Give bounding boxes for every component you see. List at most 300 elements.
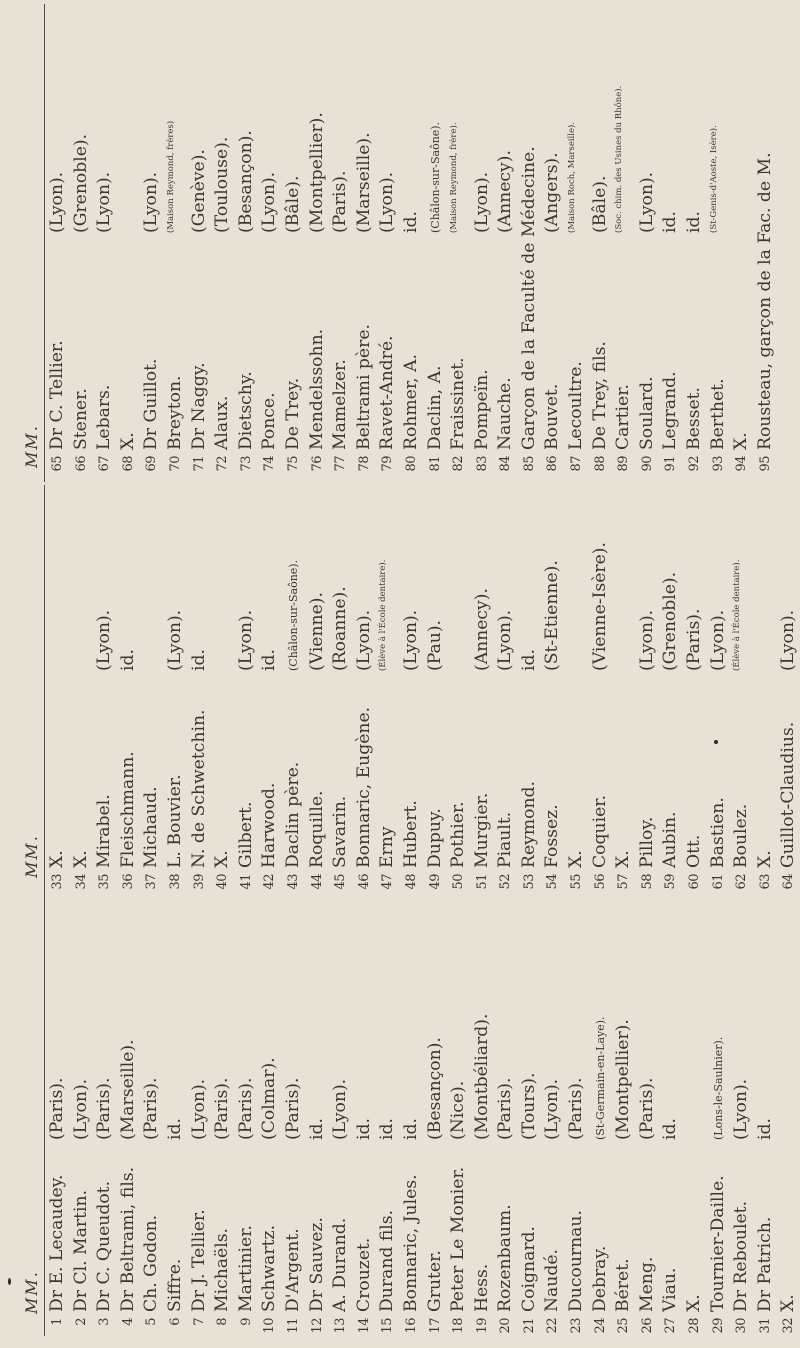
member-name: Murgier. — [471, 792, 492, 868]
member-city: id. — [400, 211, 421, 233]
list-item — [424, 486, 448, 896]
member-name: Hubert. — [400, 800, 421, 868]
list-item — [494, 900, 518, 1340]
member-city: (Annecy). — [495, 150, 516, 233]
entry-number: 76 — [309, 456, 325, 472]
list-item — [589, 486, 613, 896]
list-item — [754, 8, 778, 478]
list-item — [400, 900, 424, 1340]
member-city: id. — [660, 1118, 681, 1140]
member-city: (Paris). — [282, 1077, 303, 1140]
member-city: (Lyon). — [377, 171, 398, 233]
entry-number: 62 — [734, 874, 750, 890]
list-item — [447, 900, 471, 1340]
member-name: Tournier-Daille. — [707, 1175, 728, 1312]
member-city: id. — [400, 1118, 421, 1140]
member-name: X. — [684, 1294, 705, 1312]
entry-number: 39 — [191, 874, 207, 890]
member-name: Dr Sauvez. — [306, 1217, 327, 1312]
entry-number: 84 — [498, 456, 514, 472]
member-city: id. — [306, 1118, 327, 1140]
list-item — [494, 8, 518, 478]
member-name: Mendelssohn. — [306, 328, 327, 450]
entry-number: 34 — [73, 874, 89, 890]
entry-number: 29 — [710, 1318, 726, 1334]
entry-number: 66 — [73, 456, 89, 472]
member-name: Besset. — [684, 387, 705, 450]
list-item — [235, 486, 259, 896]
member-city: (St-Germain-en-Laye). — [593, 1016, 607, 1140]
member-name: D'Argent. — [282, 1228, 303, 1312]
member-name: Dietschy. — [235, 371, 256, 450]
entry-number: 83 — [474, 456, 490, 472]
entry-number: 74 — [262, 456, 278, 472]
member-name: X. — [731, 432, 752, 450]
member-name: Pilloy. — [636, 816, 657, 868]
entry-number: 46 — [356, 874, 372, 890]
list-item — [329, 486, 353, 896]
member-city: id. — [754, 1118, 775, 1140]
entry-number: 90 — [639, 456, 655, 472]
member-name: Crouzet. — [353, 1237, 374, 1312]
member-name: Boulez. — [731, 803, 752, 868]
entry-number: 22 — [545, 1318, 561, 1334]
member-name: X. — [754, 850, 775, 868]
member-city: (Lyon). — [94, 171, 115, 233]
member-name: Schwartz. — [259, 1224, 280, 1312]
member-city: (Roanne). — [330, 586, 351, 671]
member-name: Roquille. — [306, 790, 327, 868]
entry-number: 15 — [380, 1318, 396, 1334]
entry-number: 94 — [734, 456, 750, 472]
entry-number: 25 — [616, 1318, 632, 1334]
member-name: Fleischmann. — [117, 751, 138, 868]
member-name: Mirabel. — [94, 794, 115, 868]
list-item — [777, 900, 800, 1340]
list-item — [471, 486, 495, 896]
member-name: Dr J. Tellier. — [188, 1209, 209, 1312]
member-city: (Angers). — [542, 152, 563, 233]
member-name: Béret. — [613, 1258, 634, 1312]
entry-number: 59 — [663, 874, 679, 890]
list-item — [188, 486, 212, 896]
member-name: Beltrami père. — [353, 324, 374, 450]
list-item — [46, 486, 70, 896]
list-item — [424, 900, 448, 1340]
list-item — [306, 486, 330, 896]
entry-number: 95 — [757, 456, 773, 472]
member-city: (Paris). — [566, 1077, 587, 1140]
name-column — [0, 8, 777, 478]
list-item — [730, 486, 754, 896]
member-city: (Marseille). — [117, 1039, 138, 1140]
list-item — [541, 486, 565, 896]
member-name: Dr Naggy. — [188, 362, 209, 450]
list-item — [565, 8, 589, 478]
entry-number: 13 — [333, 1318, 349, 1334]
entry-number: 21 — [521, 1318, 537, 1334]
entry-number: 73 — [238, 456, 254, 472]
entry-number: 12 — [309, 1318, 325, 1334]
list-item — [188, 900, 212, 1340]
member-name: Martinier. — [235, 1225, 256, 1312]
member-name: Bonnaric, Jules. — [400, 1174, 421, 1312]
list-item — [353, 486, 377, 896]
list-item — [494, 486, 518, 896]
member-name: Pothier. — [448, 801, 469, 868]
member-city: (Besançon). — [235, 130, 256, 233]
list-item — [117, 486, 141, 896]
ink-speck — [8, 1278, 11, 1285]
member-city: (Montpellier). — [613, 1019, 634, 1140]
member-city: (Pau). — [424, 620, 445, 671]
list-item — [376, 900, 400, 1340]
member-name: Rozenbaum. — [495, 1204, 516, 1312]
entry-number: 40 — [215, 874, 231, 890]
list-item — [353, 900, 377, 1340]
list-item — [164, 8, 188, 478]
entry-number: 28 — [687, 1318, 703, 1334]
member-name: X. — [778, 1294, 799, 1312]
list-item — [683, 486, 707, 896]
entry-number: 86 — [545, 456, 561, 472]
member-city: (Nice). — [448, 1080, 469, 1140]
member-name: X. — [613, 850, 634, 868]
list-item — [424, 8, 448, 478]
entry-number: 47 — [380, 874, 396, 890]
member-name: Piault. — [495, 811, 516, 868]
entry-number: 55 — [569, 874, 585, 890]
member-city: (Paris). — [684, 608, 705, 671]
entry-number: 20 — [498, 1318, 514, 1334]
entry-number: 80 — [403, 456, 419, 472]
member-city: id. — [117, 649, 138, 671]
list-item — [258, 486, 282, 896]
member-name: Daclin, A. — [424, 365, 445, 450]
member-name: Ravet-André. — [377, 335, 398, 450]
list-item — [235, 8, 259, 478]
list-item — [282, 900, 306, 1340]
list-item — [636, 486, 660, 896]
list-item — [258, 8, 282, 478]
entry-number: 5 — [144, 1318, 160, 1326]
member-name: Gruter. — [424, 1250, 445, 1312]
entry-number: 64 — [781, 874, 797, 890]
list-item — [329, 8, 353, 478]
member-city: (Vienne-Isère). — [589, 542, 610, 671]
member-name: Fossez. — [542, 804, 563, 868]
member-name: Soulard. — [636, 376, 657, 450]
entry-number: 41 — [238, 874, 254, 890]
entry-number: 48 — [403, 874, 419, 890]
entry-number: 85 — [521, 456, 537, 472]
member-name: Dr Reboulet. — [731, 1200, 752, 1312]
member-name: Fraissinet. — [448, 357, 469, 450]
member-name: X. — [47, 850, 67, 868]
list-item — [93, 8, 117, 478]
member-name: Debray. — [589, 1245, 610, 1312]
member-name: Gilbert. — [235, 801, 256, 868]
entry-number: 11 — [285, 1318, 301, 1334]
member-city: id. — [518, 649, 539, 671]
list-item — [93, 900, 117, 1340]
entry-number: 79 — [380, 456, 396, 472]
member-city: (Toulouse). — [212, 136, 233, 233]
list-item — [659, 900, 683, 1340]
entry-number: 72 — [215, 456, 231, 472]
member-name: Nauche. — [495, 377, 516, 450]
list-item — [46, 900, 70, 1340]
entry-number: 14 — [356, 1318, 372, 1334]
list-item — [46, 8, 70, 478]
list-item — [541, 8, 565, 478]
list-item — [683, 900, 707, 1340]
entry-number: 7 — [191, 1318, 207, 1326]
member-name: Erny — [377, 826, 398, 868]
member-city: (Lyon). — [70, 1078, 91, 1140]
entry-number: 88 — [592, 456, 608, 472]
list-item — [235, 900, 259, 1340]
list-item — [188, 8, 212, 478]
entry-number: 54 — [545, 874, 561, 890]
entry-number: 60 — [687, 874, 703, 890]
list-item — [376, 486, 400, 896]
member-name: Dr Guillot. — [141, 358, 162, 450]
list-item — [447, 486, 471, 896]
member-city: (Lyon). — [542, 1078, 563, 1140]
name-column — [0, 486, 800, 896]
member-name: Savarin. — [330, 795, 351, 868]
list-item — [707, 900, 731, 1340]
list-item — [117, 8, 141, 478]
member-city: (Lyon). — [94, 609, 115, 671]
entry-number: 81 — [427, 456, 443, 472]
entry-number: 19 — [474, 1318, 490, 1334]
entry-number: 93 — [710, 456, 726, 472]
member-city: (Lyon). — [707, 609, 728, 671]
member-city: (Annecy). — [471, 588, 492, 671]
member-city: (Grenoble). — [660, 571, 681, 671]
member-name: Bouvet. — [542, 383, 563, 450]
list-item — [589, 900, 613, 1340]
member-name: Legrand. — [660, 371, 681, 450]
list-item — [565, 486, 589, 896]
list-item — [258, 900, 282, 1340]
member-name: X. — [566, 850, 587, 868]
member-name: Garçon de la Faculté de Médecine. — [518, 146, 539, 450]
entry-number: 16 — [403, 1318, 419, 1334]
list-item — [471, 900, 495, 1340]
member-name: Harwood. — [259, 782, 280, 868]
list-item — [636, 900, 660, 1340]
member-name: Ch. Godon. — [141, 1214, 162, 1312]
member-city: (Lyon). — [471, 171, 492, 233]
ink-speck — [714, 740, 718, 744]
member-name: Lebars. — [94, 384, 115, 450]
list-item — [70, 8, 94, 478]
entry-number: 92 — [687, 456, 703, 472]
member-city: id. — [660, 211, 681, 233]
list-item — [612, 486, 636, 896]
member-city: (Paris). — [330, 170, 351, 233]
entry-number: 89 — [616, 456, 632, 472]
list-item — [211, 486, 235, 896]
entry-number: 36 — [120, 874, 136, 890]
member-name: N. de Schwetchin. — [188, 709, 209, 868]
entry-number: 18 — [451, 1318, 467, 1334]
member-name: Berthet. — [707, 378, 728, 450]
list-item — [447, 8, 471, 478]
member-name: Dr Beltrami, fils. — [117, 1166, 138, 1312]
member-city: (Lyon). — [330, 1078, 351, 1140]
list-item — [140, 486, 164, 896]
list-item — [518, 900, 542, 1340]
entry-number: 6 — [167, 1318, 183, 1326]
member-name: De Trey. — [282, 377, 303, 450]
member-name: Bonnaric, Eugène. — [353, 706, 374, 868]
member-city: (Lyon). — [47, 171, 67, 233]
member-city: (Lyon). — [778, 609, 799, 671]
member-city: (Maison Roch, Marseille). — [567, 121, 578, 233]
member-city: id. — [353, 1118, 374, 1140]
entry-number: 51 — [474, 874, 490, 890]
member-name: X. — [212, 850, 233, 868]
entry-number: 42 — [262, 874, 278, 890]
member-city: id. — [188, 649, 209, 671]
entry-number: 58 — [639, 874, 655, 890]
entry-number: 33 — [50, 874, 65, 890]
member-city: (Lyon). — [259, 171, 280, 233]
list-item — [117, 900, 141, 1340]
list-item — [353, 8, 377, 478]
member-city: (Bâle). — [282, 175, 303, 233]
member-name: Reymond. — [518, 780, 539, 868]
list-item — [140, 900, 164, 1340]
list-item — [306, 900, 330, 1340]
member-name: X. — [70, 850, 91, 868]
member-city: (Paris). — [495, 1077, 516, 1140]
member-city: (Paris). — [212, 1077, 233, 1140]
entry-number: 87 — [569, 456, 585, 472]
member-city: (Lons-le-Saulnier). — [711, 1036, 725, 1140]
list-item — [400, 486, 424, 896]
member-city: (Montpellier). — [306, 112, 327, 233]
entry-number: 71 — [191, 456, 207, 472]
entry-number: 2 — [73, 1318, 89, 1326]
list-item — [376, 8, 400, 478]
member-name: Breyton. — [164, 375, 185, 450]
list-item — [518, 486, 542, 896]
member-city: (Lyon). — [164, 609, 185, 671]
member-city: (Élève à l'École dentaire). — [732, 559, 743, 671]
entry-number: 17 — [427, 1318, 443, 1334]
member-city: (Lyon). — [636, 171, 657, 233]
entry-number: 4 — [120, 1318, 136, 1326]
member-name: Pompeïn. — [471, 369, 492, 450]
entry-number: 78 — [356, 456, 372, 472]
member-city: (Besançon). — [424, 1037, 445, 1140]
entry-number: 65 — [50, 456, 65, 472]
member-city: (Lyon). — [400, 609, 421, 671]
member-city: (Soc. chim. des Usines du Rhône). — [614, 85, 625, 233]
entry-number: 37 — [144, 874, 160, 890]
list-item — [211, 8, 235, 478]
member-name: Stener. — [70, 388, 91, 450]
list-item — [612, 900, 636, 1340]
member-city: (Lyon). — [235, 609, 256, 671]
entry-number: 53 — [521, 874, 537, 890]
entry-number: 61 — [710, 874, 726, 890]
list-item — [140, 8, 164, 478]
entry-number: 26 — [639, 1318, 655, 1334]
member-city: (Lyon). — [353, 609, 374, 671]
list-item — [211, 900, 235, 1340]
member-city: (Paris). — [94, 1077, 115, 1140]
member-name: Dr E. Lecaudey. — [47, 1174, 67, 1312]
entry-number: 57 — [616, 874, 632, 890]
member-name: Dr Cl. Martin. — [70, 1189, 91, 1312]
member-city: (Grenoble). — [70, 133, 91, 233]
member-city: (Lyon). — [188, 1078, 209, 1140]
list-item — [754, 900, 778, 1340]
list-item — [70, 486, 94, 896]
list-item — [636, 8, 660, 478]
list-item — [730, 8, 754, 478]
list-item — [400, 8, 424, 478]
entry-number: 32 — [781, 1318, 797, 1334]
member-city: (Maison Reymond, frères) — [165, 120, 176, 233]
list-item — [777, 486, 800, 896]
member-city: (Colmar). — [259, 1057, 280, 1140]
list-item — [589, 8, 613, 478]
member-city: (Châlon-sur-Saône). — [286, 559, 300, 671]
member-name: Guillot-Claudius. — [778, 721, 799, 868]
entry-number: 67 — [97, 456, 113, 472]
member-name: Ducournau. — [566, 1210, 587, 1312]
entry-number: 45 — [333, 874, 349, 890]
member-city: (Genève). — [188, 149, 209, 233]
member-name: Mamelzer. — [330, 359, 351, 450]
member-city: id. — [377, 1118, 398, 1140]
entry-number: 27 — [663, 1318, 679, 1334]
member-name: Siffre. — [164, 1258, 185, 1312]
member-city: (Paris). — [47, 1077, 67, 1140]
list-item — [164, 900, 188, 1340]
entry-number: 82 — [451, 456, 467, 472]
member-city: (Paris). — [141, 1077, 162, 1140]
member-city: (St-Genis-d'Aoste, Isère). — [708, 125, 719, 233]
member-name: Dr C. Tellier. — [47, 340, 67, 450]
member-city: (Lyon). — [636, 609, 657, 671]
member-name: Coignard. — [518, 1226, 539, 1312]
list-item — [306, 8, 330, 478]
entry-number: 63 — [757, 874, 773, 890]
entry-number: 70 — [167, 456, 183, 472]
list-item — [707, 486, 731, 896]
member-name: Coquier. — [589, 794, 610, 868]
list-item — [164, 486, 188, 896]
member-name: Meng. — [636, 1256, 657, 1312]
entry-number: 8 — [215, 1318, 231, 1326]
member-city: (Vienne). — [306, 592, 327, 671]
member-city: (Maison Reymond, frère). — [449, 122, 460, 233]
member-name: Peter Le Monier. — [448, 1166, 469, 1312]
member-name: Ott. — [684, 834, 705, 868]
list-item — [707, 8, 731, 478]
member-name: Hess. — [471, 1263, 492, 1312]
member-name: Dr C. Queudot. — [94, 1180, 115, 1312]
list-item — [541, 900, 565, 1340]
